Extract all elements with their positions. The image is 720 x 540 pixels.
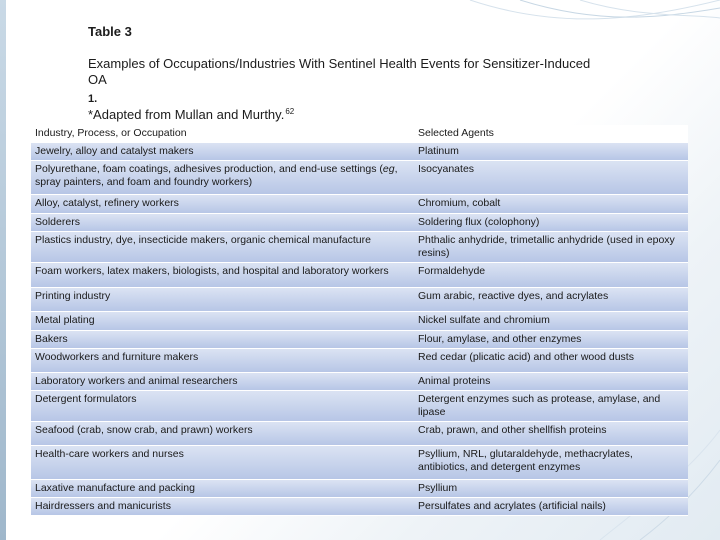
table-row xyxy=(31,349,688,373)
cell-occupation: Seafood (crab, snow crab, and prawn) workers xyxy=(31,422,414,446)
cell-agents: Animal proteins xyxy=(414,373,688,391)
cell-occupation: Plastics industry, dye, insecticide makers, organic chemical manufacture xyxy=(31,232,414,263)
cell-agents: Persulfates and acrylates (artificial nails) xyxy=(414,498,688,516)
cell-occupation: Health-care workers and nurses xyxy=(31,446,414,480)
adapted-from-note xyxy=(88,107,294,122)
cell-agents: Crab, prawn, and other shellfish proteins xyxy=(414,422,688,446)
cell-occupation: Metal plating xyxy=(31,312,414,331)
footnote-number: 1. xyxy=(88,93,98,105)
header-agents: Selected Agents xyxy=(414,125,688,143)
cell-text: Polyurethane, foam coatings, adhesives production, and end-use settings ( xyxy=(35,163,383,175)
cell-occupation: Woodworkers and furniture makers xyxy=(31,349,414,373)
cell-occupation: Laboratory workers and animal researchers xyxy=(31,373,414,391)
occupations-table xyxy=(31,125,688,516)
cell-occupation: Foam workers, latex makers, biologists, and hospital and laboratory workers xyxy=(31,263,414,288)
table-row xyxy=(31,498,688,516)
adapted-text: *Adapted from Mullan and Murthy. xyxy=(88,107,285,122)
table-row xyxy=(31,312,688,331)
cell-agents: Gum arabic, reactive dyes, and acrylates xyxy=(414,288,688,312)
table-row xyxy=(31,391,688,422)
cell-occupation: Printing industry xyxy=(31,288,414,312)
header-occupation: Industry, Process, or Occupation xyxy=(31,125,414,143)
cell-agents: Psyllium, NRL, glutaraldehyde, methacrylates, antibiotics, and detergent enzymes xyxy=(414,446,688,480)
table-row xyxy=(31,480,688,498)
cell-agents: Psyllium xyxy=(414,480,688,498)
cell-occupation: Jewelry, alloy and catalyst makers xyxy=(31,143,414,161)
cell-agents: Red cedar (plicatic acid) and other wood dusts xyxy=(414,349,688,373)
table-row xyxy=(31,143,688,161)
cell-agents: Flour, amylase, and other enzymes xyxy=(414,331,688,349)
cell-agents: Phthalic anhydride, trimetallic anhydride (used in epoxy resins) xyxy=(414,232,688,263)
table-row xyxy=(31,331,688,349)
table-row xyxy=(31,422,688,446)
cell-occupation: Laxative manufacture and packing xyxy=(31,480,414,498)
table-row xyxy=(31,446,688,480)
cell-agents: Platinum xyxy=(414,143,688,161)
table-row xyxy=(31,195,688,214)
cell-agents: Detergent enzymes such as protease, amylase, and lipase xyxy=(414,391,688,422)
table-label: Table 3 xyxy=(88,24,132,39)
cell-occupation: Solderers xyxy=(31,214,414,232)
table-row xyxy=(31,214,688,232)
cell-agents: Isocyanates xyxy=(414,161,688,195)
table-row xyxy=(31,288,688,312)
reference-number: 62 xyxy=(285,107,295,116)
cell-occupation: Alloy, catalyst, refinery workers xyxy=(31,195,414,214)
cell-occupation: Bakers xyxy=(31,331,414,349)
cell-occupation xyxy=(31,161,414,195)
cell-text: , spray painters, and foam and foundry workers) xyxy=(35,163,398,188)
cell-occupation: Hairdressers and manicurists xyxy=(31,498,414,516)
table-header-row xyxy=(31,125,688,143)
cell-agents: Chromium, cobalt xyxy=(414,195,688,214)
left-accent-bar xyxy=(0,0,6,540)
cell-agents: Nickel sulfate and chromium xyxy=(414,312,688,331)
table-row xyxy=(31,263,688,288)
cell-agents: Soldering flux (colophony) xyxy=(414,214,688,232)
cell-text-italic: eg xyxy=(382,163,395,175)
table-caption: Examples of Occupations/Industries With Sentinel Health Events for Sensitizer-Induced OA xyxy=(88,56,591,87)
table-row xyxy=(31,232,688,263)
cell-agents: Formaldehyde xyxy=(414,263,688,288)
cell-occupation: Detergent formulators xyxy=(31,391,414,422)
table-row xyxy=(31,161,688,195)
table-row xyxy=(31,373,688,391)
